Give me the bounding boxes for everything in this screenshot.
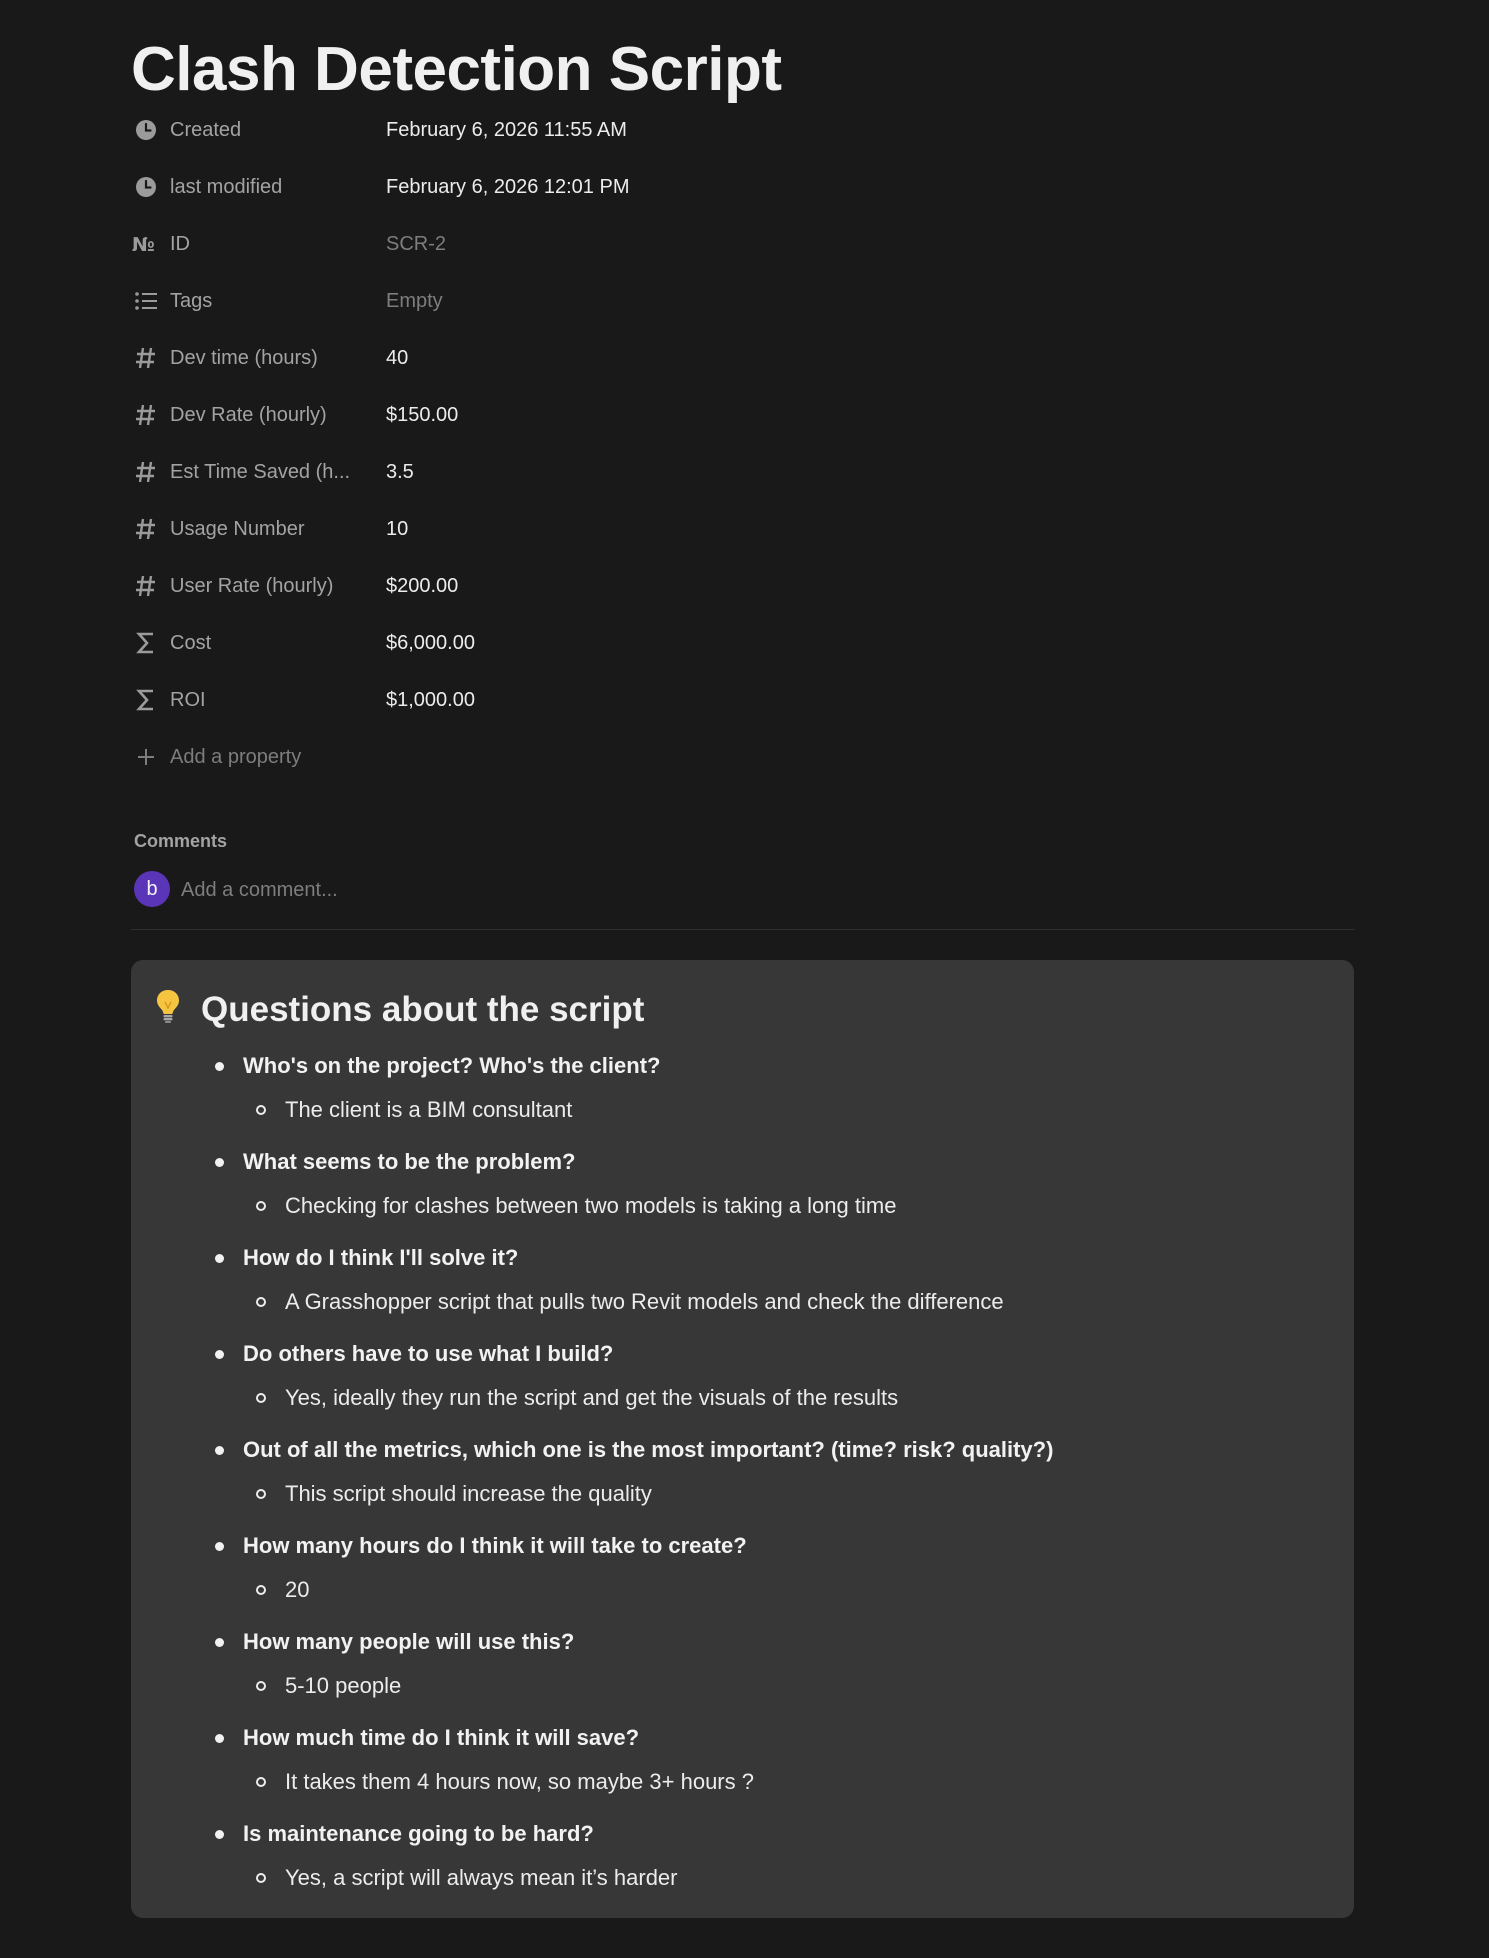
property-row-id[interactable] bbox=[131, 227, 931, 261]
property-value[interactable]: Empty bbox=[386, 290, 443, 312]
bullet-icon bbox=[215, 1542, 224, 1551]
property-label: Created bbox=[170, 119, 242, 141]
property-row-tags[interactable] bbox=[131, 284, 931, 318]
plus-icon bbox=[131, 740, 161, 774]
property-label: last modified bbox=[170, 176, 283, 198]
bullet-icon bbox=[256, 1489, 266, 1499]
answer-item[interactable]: It takes them 4 hours now, so maybe 3+ hours ? bbox=[285, 1769, 754, 1794]
property-value[interactable]: $150.00 bbox=[386, 404, 459, 426]
clock-icon bbox=[131, 113, 161, 147]
question-item[interactable]: Out of all the metrics, which one is the most important? (time? risk? quality?) bbox=[243, 1437, 1054, 1462]
question-item[interactable]: How do I think I'll solve it? bbox=[243, 1245, 519, 1270]
clock-icon bbox=[131, 170, 161, 204]
answer-item[interactable]: A Grasshopper script that pulls two Revit models and check the difference bbox=[285, 1289, 1004, 1314]
property-value[interactable]: $200.00 bbox=[386, 575, 459, 597]
sigma-icon bbox=[131, 683, 161, 717]
add-property-label: Add a property bbox=[170, 746, 302, 768]
answer-item[interactable]: The client is a BIM consultant bbox=[285, 1097, 573, 1122]
property-row-dev-rate[interactable] bbox=[131, 398, 931, 432]
property-row-est-time-saved[interactable] bbox=[131, 455, 931, 489]
property-label: ROI bbox=[170, 689, 206, 711]
list-icon bbox=[131, 284, 161, 318]
bullet-icon bbox=[215, 1830, 224, 1839]
property-row-created[interactable] bbox=[131, 113, 931, 147]
callout-title[interactable]: Questions about the script bbox=[201, 990, 645, 1029]
bullet-icon bbox=[215, 1062, 224, 1071]
comment-input[interactable] bbox=[181, 874, 681, 906]
property-row-usage-number[interactable] bbox=[131, 512, 931, 546]
callout-block[interactable] bbox=[131, 960, 1354, 1918]
bullet-icon bbox=[256, 1681, 266, 1691]
comments-heading: Comments bbox=[134, 831, 228, 851]
property-value[interactable]: 40 bbox=[386, 347, 409, 369]
add-property-button[interactable] bbox=[131, 740, 931, 774]
question-item[interactable]: Is maintenance going to be hard? bbox=[243, 1821, 594, 1846]
property-label: Cost bbox=[170, 632, 212, 654]
numero-icon bbox=[131, 227, 161, 261]
bullet-icon bbox=[215, 1254, 224, 1263]
question-item[interactable]: Do others have to use what I build? bbox=[243, 1341, 614, 1366]
lightbulb-icon[interactable] bbox=[153, 988, 183, 1024]
property-row-cost[interactable] bbox=[131, 626, 931, 660]
answer-item[interactable]: 5-10 people bbox=[285, 1673, 402, 1698]
question-item[interactable]: How much time do I think it will save? bbox=[243, 1725, 640, 1750]
svg-text:№: № bbox=[132, 234, 155, 255]
answer-item[interactable]: Yes, ideally they run the script and get the visuals of the results bbox=[285, 1385, 899, 1410]
property-row-roi[interactable] bbox=[131, 683, 931, 717]
property-value: $6,000.00 bbox=[386, 632, 475, 654]
property-label: Tags bbox=[170, 290, 213, 312]
hash-icon bbox=[131, 569, 161, 603]
answer-item[interactable]: Checking for clashes between two models is taking a long time bbox=[285, 1193, 897, 1218]
property-value: $1,000.00 bbox=[386, 689, 475, 711]
property-label: ID bbox=[170, 233, 190, 255]
hash-icon bbox=[131, 512, 161, 546]
sigma-icon bbox=[131, 626, 161, 660]
bullet-icon bbox=[256, 1201, 266, 1211]
hash-icon bbox=[131, 455, 161, 489]
question-item[interactable]: How many hours do I think it will take to create? bbox=[243, 1533, 747, 1558]
divider bbox=[131, 929, 1355, 930]
hash-icon bbox=[131, 398, 161, 432]
bullet-icon bbox=[256, 1873, 266, 1883]
property-value[interactable]: 10 bbox=[386, 518, 409, 540]
bullet-icon bbox=[215, 1446, 224, 1455]
bullet-icon bbox=[215, 1734, 224, 1743]
answer-item[interactable]: This script should increase the quality bbox=[285, 1481, 652, 1506]
property-value: SCR-2 bbox=[386, 233, 447, 255]
question-item[interactable]: Who's on the project? Who's the client? bbox=[243, 1053, 661, 1078]
answer-item[interactable]: Yes, a script will always mean it’s harder bbox=[285, 1865, 678, 1890]
bullet-icon bbox=[256, 1777, 266, 1787]
property-label: User Rate (hourly) bbox=[170, 575, 334, 597]
bullet-icon bbox=[256, 1393, 266, 1403]
property-value[interactable]: February 6, 2026 12:01 PM bbox=[386, 176, 630, 198]
property-row-last-modified[interactable] bbox=[131, 170, 931, 204]
bullet-icon bbox=[215, 1638, 224, 1647]
question-item[interactable]: How many people will use this? bbox=[243, 1629, 575, 1654]
bullet-icon bbox=[256, 1105, 266, 1115]
bullet-icon bbox=[215, 1350, 224, 1359]
bullet-icon bbox=[215, 1158, 224, 1167]
answer-item[interactable]: 20 bbox=[285, 1577, 310, 1602]
page-title[interactable]: Clash Detection Script bbox=[131, 35, 782, 104]
property-label: Dev time (hours) bbox=[170, 347, 318, 369]
property-row-dev-time[interactable] bbox=[131, 341, 931, 375]
question-item[interactable]: What seems to be the problem? bbox=[243, 1149, 576, 1174]
property-value[interactable]: February 6, 2026 11:55 AM bbox=[386, 119, 627, 141]
bullet-icon bbox=[256, 1297, 266, 1307]
bullet-icon bbox=[256, 1585, 266, 1595]
property-value[interactable]: 3.5 bbox=[386, 461, 414, 483]
avatar: b bbox=[134, 871, 170, 907]
hash-icon bbox=[131, 341, 161, 375]
property-label: Dev Rate (hourly) bbox=[170, 404, 327, 426]
property-label: Est Time Saved (h... bbox=[170, 461, 351, 483]
property-label: Usage Number bbox=[170, 518, 305, 540]
property-row-user-rate[interactable] bbox=[131, 569, 931, 603]
